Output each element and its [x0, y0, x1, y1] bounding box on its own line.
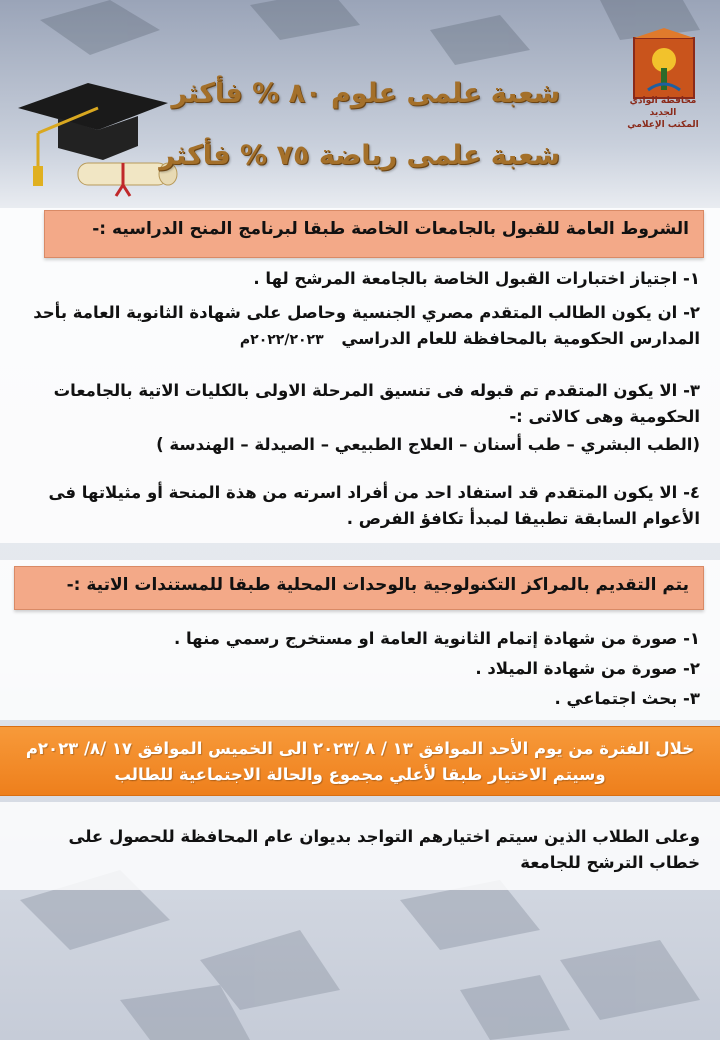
governorate-logo-icon [628, 28, 700, 158]
academic-year: ٢٠٢٢/٢٠٢٣م [239, 332, 324, 348]
header [0, 0, 720, 205]
period-selection: وسيتم الاختيار طبقا لأعلي مجموع والحالة الاجتماعية للطالب [114, 765, 606, 784]
condition-item-1: ١- اجتياز اختبارات القبول الخاصة بالجامعة المرشح لها . [253, 269, 700, 288]
application-period-banner [0, 726, 720, 796]
logo-line-2: المكتب الإعلامي [627, 120, 699, 130]
condition-item-2 [20, 300, 700, 353]
headline-science: شعبة علمى علوم ٨٠ % فأكثر [171, 78, 560, 109]
condition-item-3: ٣- الا يكون المتقدم تم قبوله فى تنسيق المرحلة الاولى بالكليات الاتية بالجامعات الحكومية وهى كالاتى :- [53, 381, 700, 426]
graduation-cap-icon [8, 68, 188, 198]
headline-math: شعبة علمى رياضة ٧٥ % فأكثر [159, 140, 560, 171]
documents-title: يتم التقديم بالمراكز التكنولوجية بالوحدات المحلية طبقا للمستندات الاتية :- [14, 566, 704, 610]
period-dates: خلال الفترة من يوم الأحد الموافق ١٣ / ٨ /٢٠٢٣ الى الخميس الموافق ١٧ /٨/ ٢٠٢٣م [25, 739, 695, 758]
condition-item-2-text: ٢- ان يكون الطالب المتقدم مصري الجنسية وحاصل على شهادة الثانوية العامة بأحد المدارس الحكومية بالمحافظة للعام الدراسي [33, 303, 700, 348]
document-item-2: ٢- صورة من شهادة الميلاد . [475, 659, 700, 678]
logo-caption [620, 95, 706, 131]
condition-item-4: ٤- الا يكون المتقدم قد استفاد احد من أفراد اسرته من هذة المنحة أو مثيلاتها فى الأعوام السابقة تطبيقا لمبدأ تكافؤ الفرص . [48, 483, 700, 528]
condition-item-3-list: (الطب البشري – طب أسنان – العلاج الطبيعي – الصيدلة – الهندسة ) [156, 435, 700, 454]
document-item-1: ١- صورة من شهادة إتمام الثانوية العامة او مستخرج رسمي منها . [173, 629, 700, 648]
final-note: وعلى الطلاب الذين سيتم اختيارهم التواجد بديوان عام المحافظة للحصول على خطاب الترشح للجامعة [68, 827, 700, 872]
logo-line-1: محافظة الوادي الجديد [629, 96, 697, 118]
conditions-title: الشروط العامة للقبول بالجامعات الخاصة طبقا لبرنامج المنح الدراسيه :- [44, 210, 704, 258]
document-item-3: ٣- بحث اجتماعي . [554, 689, 700, 708]
